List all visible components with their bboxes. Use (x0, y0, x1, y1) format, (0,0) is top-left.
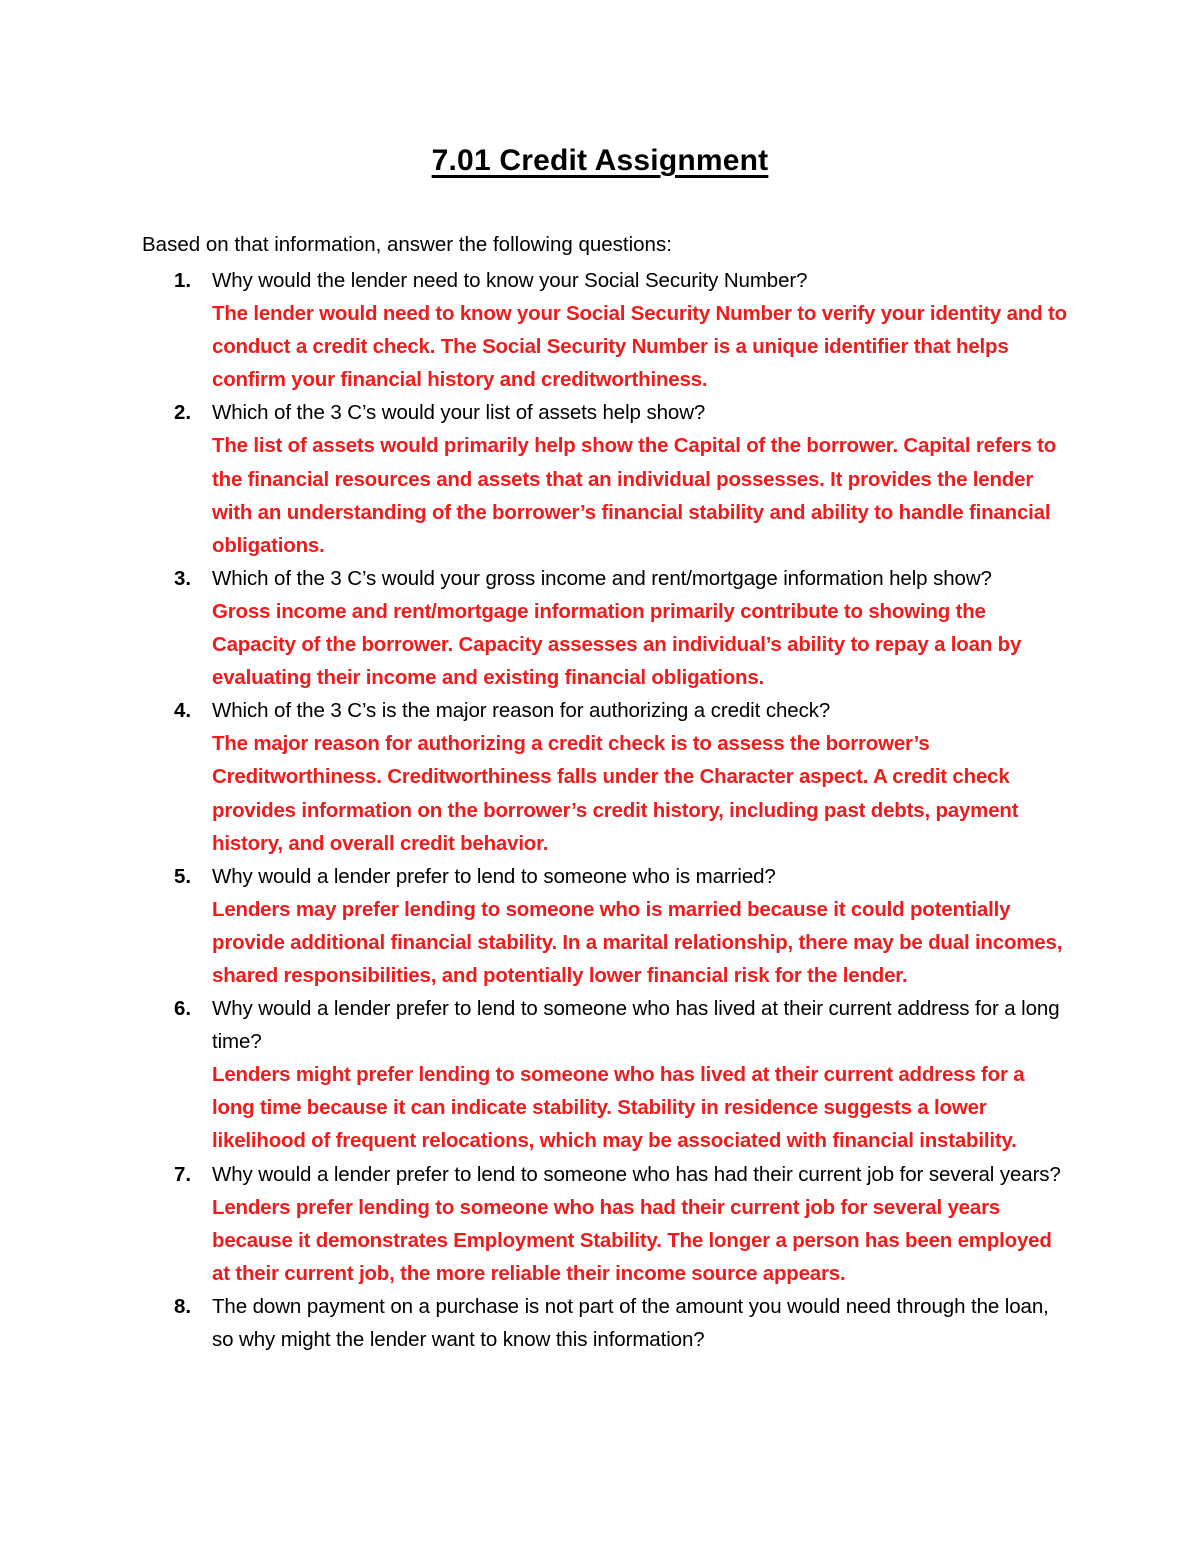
answer-text: Lenders may prefer lending to someone who is married because it could potentially provide additional financial stability. In a marital relationship, there may be dual incomes, shared responsibilities, and potentially lower financial risk for the lender. (212, 897, 1063, 987)
question-text: Why would a lender prefer to lend to someone who is married? (212, 864, 776, 888)
answer-text: Gross income and rent/mortgage information primarily contribute to showing the Capacity of the borrower. Capacity assesses an individual’s ability to repay a loan by evaluating their income and existing financial obligations. (212, 599, 1022, 690)
question-text: Why would a lender prefer to lend to someone who has lived at their current address for a long time? (212, 997, 1060, 1054)
list-item (0, 396, 1200, 561)
question-number: 7. (174, 1162, 192, 1186)
question-text: Which of the 3 C’s would your gross income and rent/mortgage information help show? (212, 566, 992, 590)
list-item (0, 562, 1200, 694)
question-number: 5. (174, 864, 192, 888)
answer-text: The major reason for authorizing a credit check is to assess the borrower’s Creditworthiness. Creditworthiness falls under the Character aspect. A credit check provides information on the borrower’s credit history, including past debts, payment history, and overall credit behavior. (212, 732, 1019, 855)
question-number: 3. (174, 566, 192, 590)
question-text: The down payment on a purchase is not part of the amount you would need through the loan, so why might the lender want to know this information? (212, 1294, 1049, 1351)
question-number: 8. (174, 1294, 192, 1318)
list-item (0, 694, 1200, 859)
question-number: 6. (174, 997, 192, 1021)
list-item (0, 992, 1200, 1157)
answer-text: The lender would need to know your Social Security Number to verify your identity and to conduct a credit check. The Social Security Number is a unique identifier that helps confirm your financial history and creditworthiness. (212, 302, 1067, 392)
answer-text: Lenders might prefer lending to someone who has lived at their current address for a long time because it can indicate stability. Stability in residence suggests a lower likelihood of frequent relocations, which may be associated with financial instability. (212, 1063, 1025, 1153)
list-item (0, 1158, 1200, 1290)
question-number: 1. (174, 269, 192, 292)
question-text: Which of the 3 C’s would your list of assets help show? (212, 401, 706, 425)
page-title: 7.01 Credit Assignment (431, 144, 769, 177)
list-item (0, 1290, 1200, 1356)
list-item (0, 860, 1200, 992)
question-text: Why would the lender need to know your Social Security Number? (212, 269, 808, 292)
question-list (0, 264, 1200, 1356)
question-text: Why would a lender prefer to lend to someone who has had their current job for several years? (212, 1162, 1061, 1186)
list-item (0, 264, 1200, 396)
intro-text: Based on that information, answer the following questions: (142, 233, 672, 256)
question-number: 4. (174, 699, 192, 723)
answer-text: The list of assets would primarily help show the Capital of the borrower. Capital refers to the financial resources and assets that an individual possesses. It provides the lender with an understanding of the borrower’s financial stability and ability to handle financial obligations. (212, 434, 1057, 557)
answer-text: Lenders prefer lending to someone who has had their current job for several years because it demonstrates Employment Stability. The longer a person has been employed at their current job, the more reliable their income source appears. (212, 1195, 1052, 1285)
question-number: 2. (174, 401, 192, 425)
question-text: Which of the 3 C’s is the major reason for authorizing a credit check? (212, 699, 831, 723)
